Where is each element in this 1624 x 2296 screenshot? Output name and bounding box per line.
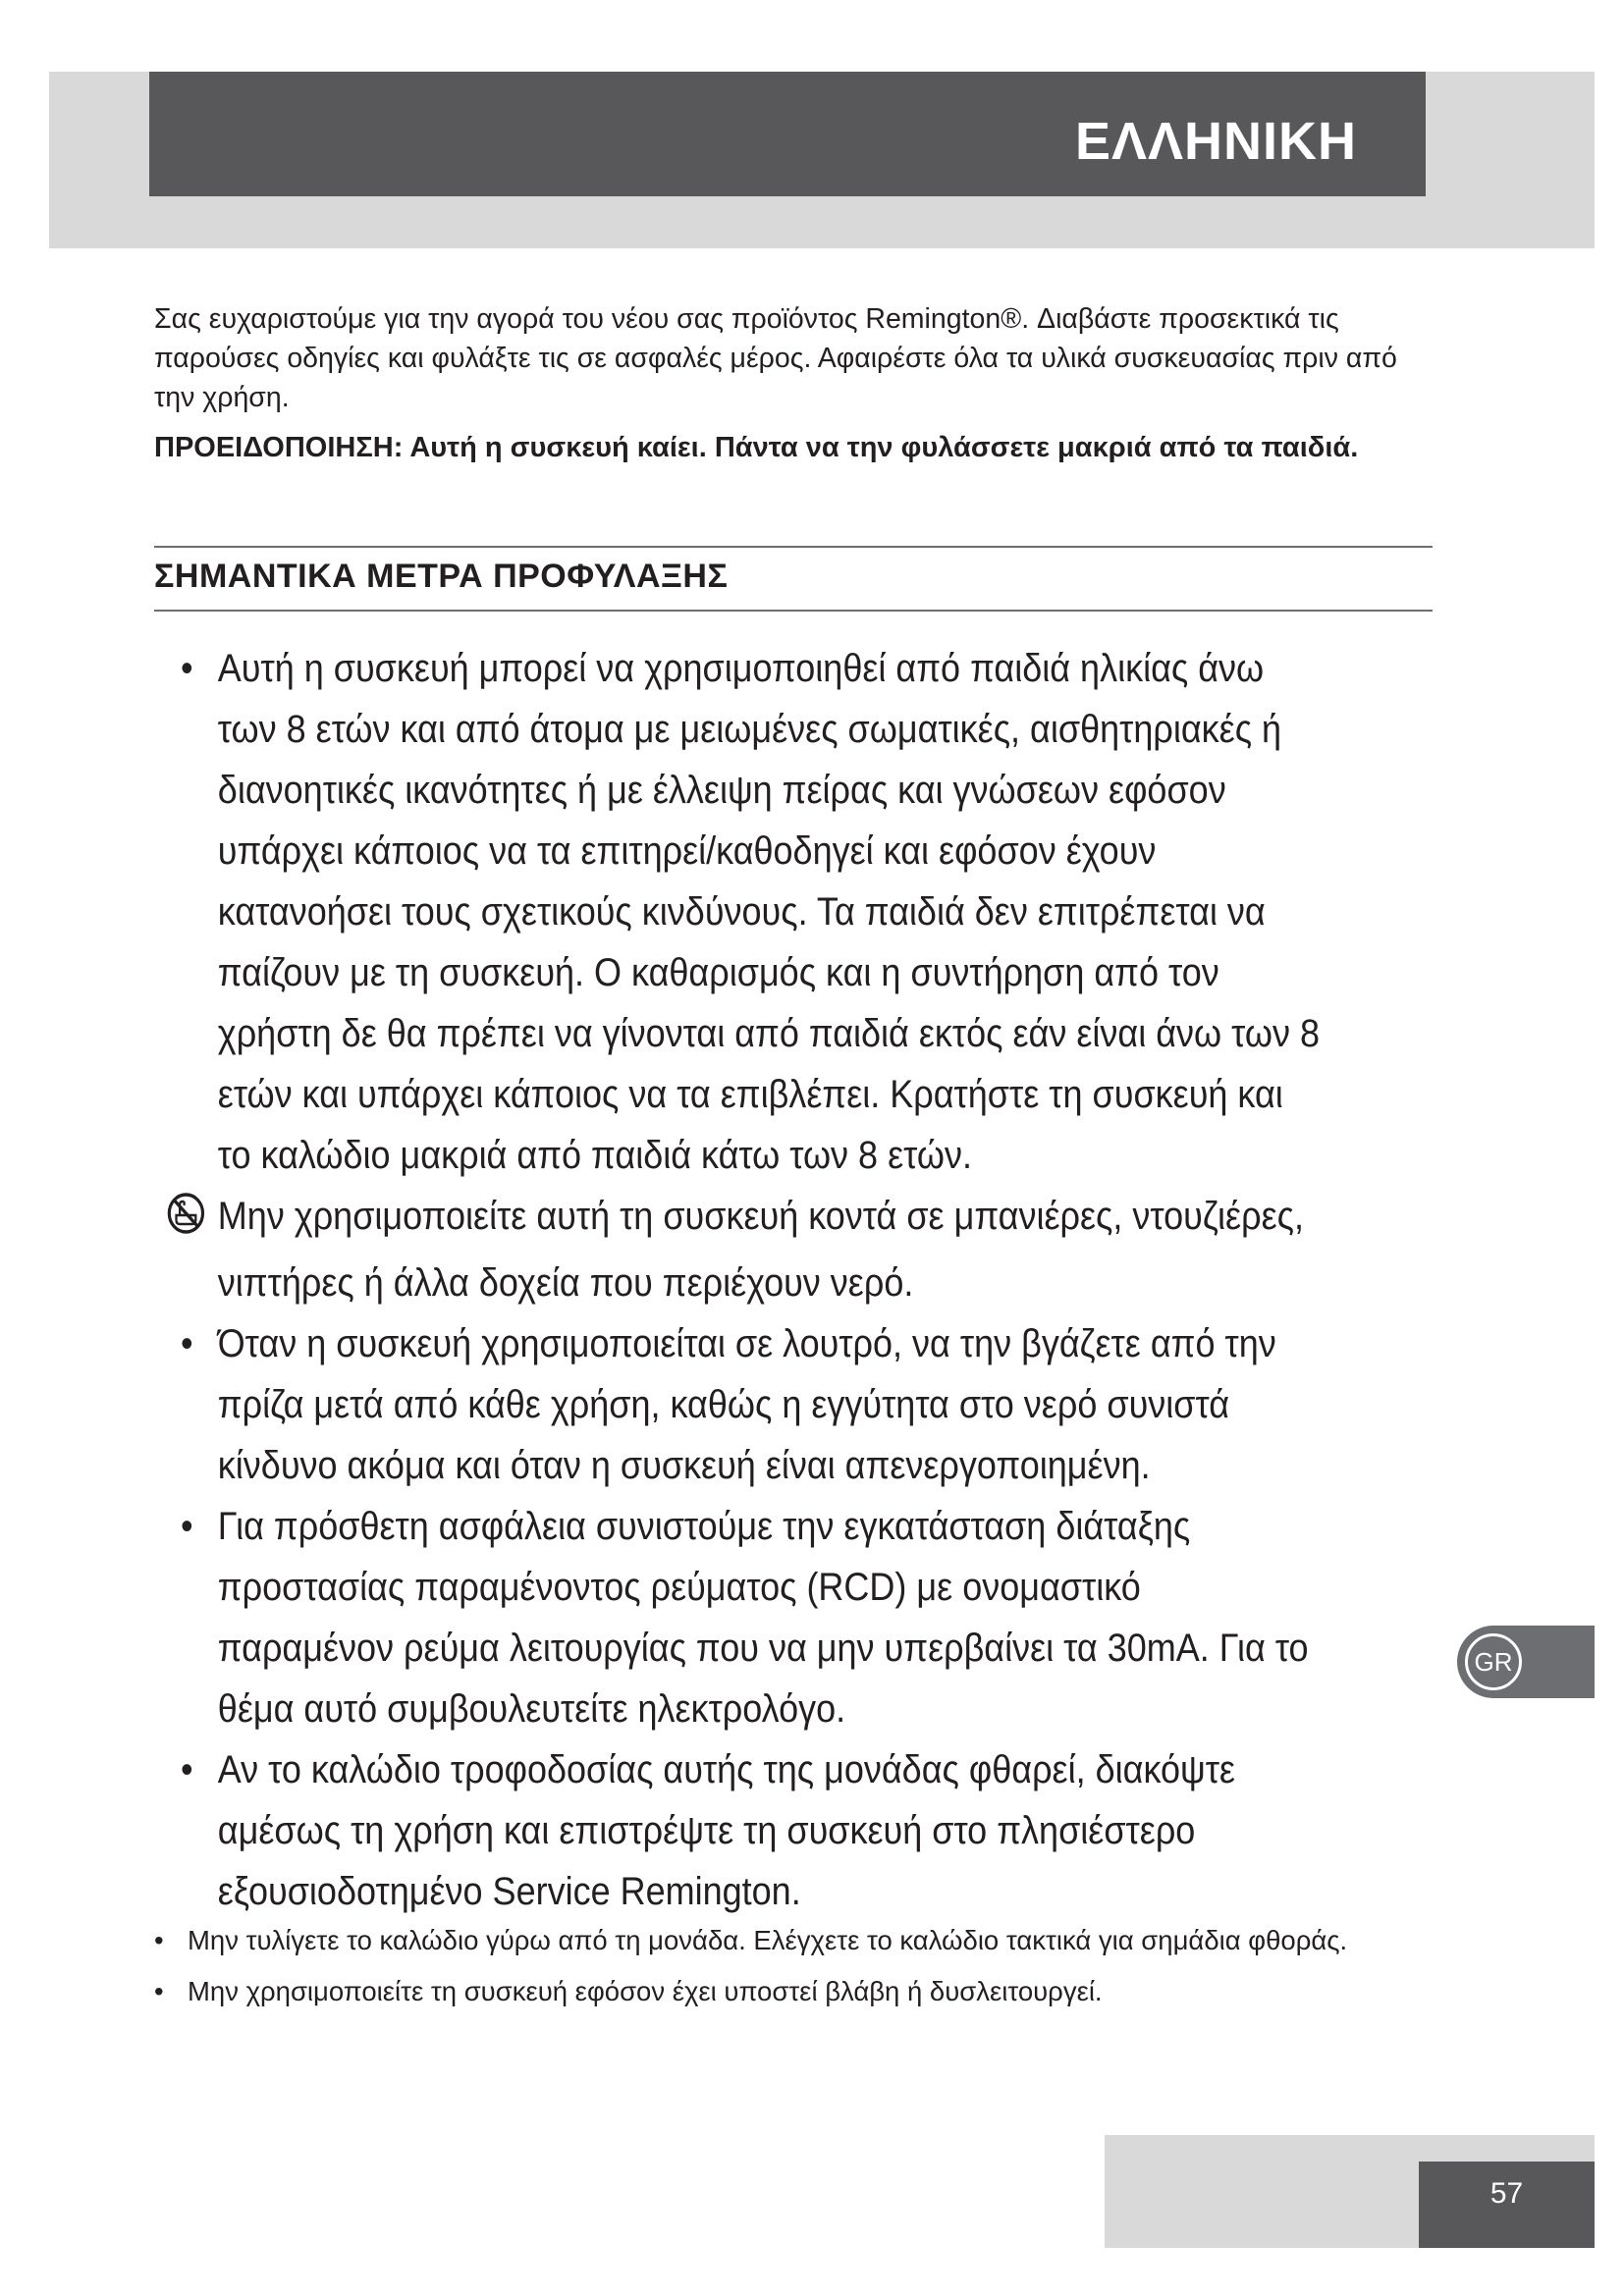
bullet: • — [154, 1976, 164, 2006]
language-badge: GR — [1465, 1633, 1522, 1690]
list-item — [154, 1496, 1321, 1739]
list-item — [154, 1922, 1431, 1959]
warning-paragraph: ΠΡΟΕΙΔΟΠΟΙΗΣΗ: Αυτή η συσκευή καίει. Πάντα να την φυλάσσετε μακριά από τα παιδιά. — [154, 432, 1359, 463]
section-title: ΣΗΜΑΝΤΙΚΑ ΜΕΤΡΑ ΠΡΟΦΥΛΑΞΗΣ — [154, 558, 729, 595]
list-item — [154, 1186, 1321, 1313]
footer-page-box — [1419, 2162, 1595, 2248]
section-rule-top — [154, 546, 1433, 548]
list-item-text: Μην τυλίγετε το καλώδιο γύρω από τη μονάδα. Ελέγχετε το καλώδιο τακτικά για σημάδια φθοράς. — [188, 1925, 1348, 1955]
section-rule-bottom — [154, 610, 1433, 612]
list-item-text: Αν το καλώδιο τροφοδοσίας αυτής της μονάδας φθαρεί, διακόψτε αμέσως τη χρήση και επιστρέψτε τη συσκευή στο πλησιέστερο εξουσιοδοτημένο Service Remington. — [217, 1748, 1235, 1913]
page-number: 57 — [1489, 2177, 1524, 2210]
list-item-text: Αυτή η συσκευή μπορεί να χρησιμοποιηθεί από παιδιά ηλικίας άνω των 8 ετών και από άτομα με μειωμένες σωματικές, αισθητηριακές ή διανοητικές ικανότητες ή με έλλειψη πείρας και γνώσεων εφόσον υπάρχει κάποιος να τα επιτηρεί/καθοδηγεί και εφόσον έχουν κατανοήσει τους σχετικούς κινδύνους. Τα παιδιά δεν επιτρέπεται να παίζουν με τη συσκευή. Ο καθαρισμός και η συντήρηση από τον χρήστη δε θα πρέπει να γίνονται από παιδιά εκτός εάν είναι άνω των 8 ετών και υπάρχει κάποιος να τα επιβλέπει. Κρατήστε τη συσκευή και το καλώδιο μακριά από παιδιά κάτω των 8 ετών. — [217, 647, 1320, 1177]
list-item-text: Μην χρησιμοποιείτε τη συσκευή εφόσον έχει υποστεί βλάβη ή δυσλειτουργεί. — [188, 1976, 1103, 2006]
list-item — [154, 1739, 1321, 1922]
list-item — [154, 638, 1321, 1186]
bullet: • — [154, 1925, 164, 1955]
list-item-text: Για πρόσθετη ασφάλεια συνιστούμε την εγκατάσταση διάταξης προστασίας παραμένοντος ρεύματος (RCD) με ονομαστικό παραμένον ρεύμα λειτουργίας που να μην υπερβαίνει τα 30mA. Για το θέμα αυτό συμβουλευτείτε ηλεκτρολόγο. — [217, 1505, 1309, 1731]
bullet: • — [181, 1505, 193, 1548]
notes-list — [154, 1922, 1431, 2024]
language-side-tab — [1457, 1626, 1595, 1698]
language-title: ΕΛΛΗΝΙΚΗ — [1074, 112, 1357, 171]
list-item-text: Μην χρησιμοποιείτε αυτή τη συσκευή κοντά σε μπανιέρες, ντουζιέρες, νιπτήρες ή άλλα δοχεία που περιέχουν νερό. — [217, 1195, 1304, 1305]
precautions-list — [154, 638, 1321, 1922]
intro-paragraph: Σας ευχαριστούμε για την αγορά του νέου σας προϊόντος Remington®. Διαβάστε προσεκτικά τις παρούσες οδηγίες και φυλάξτε τις σε ασφαλές μέρος. Αφαιρέστε όλα τα υλικά συσκευασίας πριν από την χρήση. — [154, 303, 1397, 413]
list-item-text: Όταν η συσκευή χρησιμοποιείται σε λουτρό, να την βγάζετε από την πρίζα μετά από κάθε χρήση, καθώς η εγγύτητα στο νερό συνιστά κίνδυνο ακόμα και όταν η συσκευή είναι απενεργοποιημένη. — [217, 1322, 1276, 1487]
header-bar — [149, 72, 1426, 196]
list-item — [154, 1313, 1321, 1496]
bullet: • — [181, 1322, 193, 1365]
bullet: • — [181, 1748, 193, 1791]
no-bath-water-icon — [167, 1192, 218, 1253]
bullet: • — [181, 647, 193, 690]
list-item — [154, 1973, 1431, 2010]
